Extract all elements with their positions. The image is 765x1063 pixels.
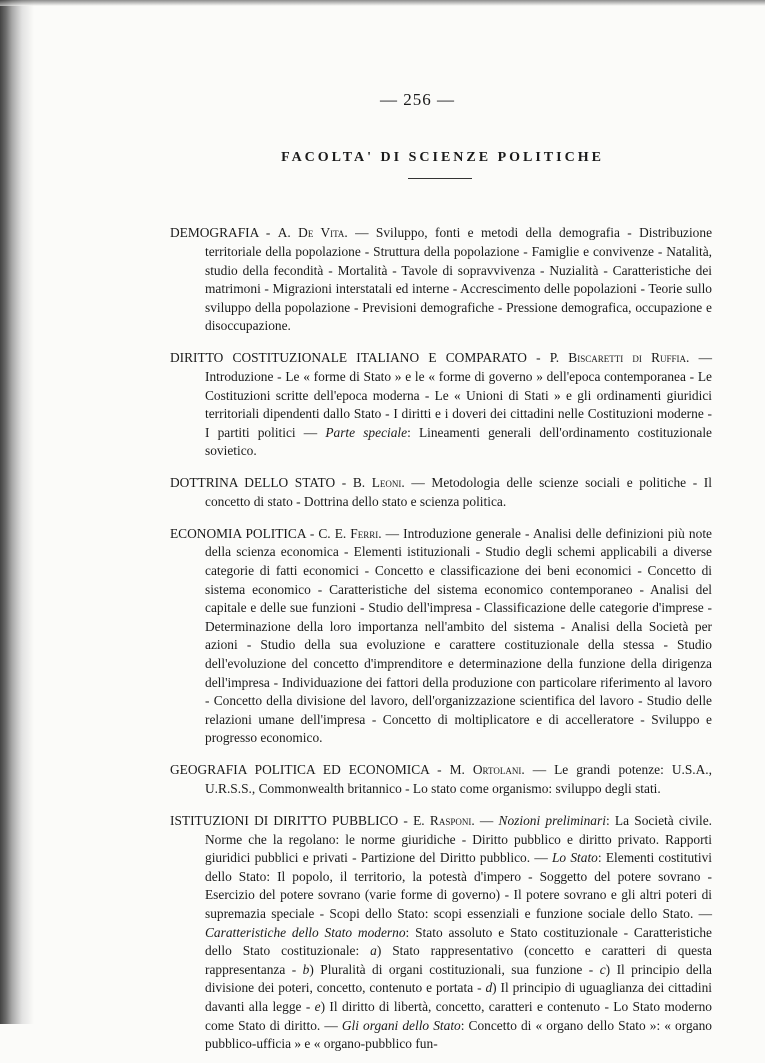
course-description: ) Stato rappresentativo (concetto e caratteri di questa rappresentanza - [205, 943, 713, 977]
course-entry: GEOGRAFIA POLITICA ED ECONOMICA - M. Ortolani. — Le grandi potenze: U.S.A., U.R.S.S., Commonwealth britannico - Lo stato come organismo: sviluppo degli stati. [170, 762, 712, 796]
italic-topic: Gli organi dello Stato [341, 1017, 461, 1033]
course-list [170, 211, 712, 1063]
course-author: P. Biscaretti di Ruffia. [549, 350, 690, 366]
course-entry: ECONOMIA POLITICA - C. E. Ferri. — Introduzione generale - Analisi delle definizioni più note della scienza economica - Elementi istituzionali - Studio degli schemi applicabili a diverse categorie di fatti economici - Concetto e classificazione dei beni economici - Concetto di sistema economico - Caratteristiche del sistema economico contemporaneo - Analisi del capitale e delle sue funzioni - Studio dell'impresa - Classificazione delle categorie d'imprese - Determinazione della loro importanza nell'ambito del sistema - Analisi della Società per azioni - Studio della sua evoluzione e carattere costituzionale della stessa - Studio dell'evoluzione del concetto d'imprenditore e determinazione della funzione della dirigenza dell'impresa - Individuazione dei fattori della produzione con particolare riferimento al lavoro - Concetto della divisione del lavoro, dell'organizzazione scientifica del lavoro - Studio delle relazioni umane dell'impresa - Concetto di moltiplicatore e di accelleratore - Sviluppo e progresso economico. [170, 525, 712, 746]
scan-top-edge [0, 0, 765, 6]
italic-topic: d [485, 980, 493, 996]
title-divider [408, 178, 472, 179]
course-subject: DIRITTO COSTITUZIONALE ITALIANO E COMPARATO [170, 350, 527, 366]
italic-topic: a [370, 943, 377, 959]
italic-topic: Parte speciale [325, 424, 408, 440]
course-description: — Introduzione - Le « forme di Stato » e le « forme di governo » dell'epoca contemporanea - Le Costituzioni scritte dell'epoca moderna - Le « Unioni di Stati » e gli ordinamenti giuridici territoriali dipendenti dallo Stato - I diritti e i doveri dei cittadini nelle Costituzioni moderne - I partiti politici — [205, 350, 712, 440]
italic-topic: c [599, 961, 606, 977]
course-description: : Stato assoluto e Stato costituzionale - Caratteristiche dello Stato costituzionale: [205, 924, 712, 959]
course-entry: ISTITUZIONI DI DIRITTO PUBBLICO - E. Rasponi. — Nozioni preliminari: La Società civile. Norme che la regolano: le norme giuridiche - Diritto pubblico e diritto privato. Rapporti giuridici pubblici e privati - Partizione del Diritto pubblico. — Lo Stato: Elementi costitutivi dello Stato: Il popolo, il territorio, la potestà d'impero - Soggetto del potere sovrano - Esercizio del potere sovrano (varie forme di governo) - Il potere sovrano e gli altri poteri di supremazia speciale - Scopi dello Stato: scopi essenziali e funzione sociale dello Stato. — Caratteristiche dello Stato moderno: Stato assoluto e Stato costituzionale - Caratteristiche dello Stato costituzionale: a) Stato rappresentativo (concetto e caratteri di questa rappresentanza - b) Pluralità di organi costituzionali, sua funzione - c) Il principio della divisione dei poteri, concetto, contenuto e portata - d) Il principio di uguaglianza dei cittadini davanti alla legge - e) Il diritto di libertà, concetto, caratteri e contenuto - Lo Stato moderno come Stato di diritto. — Gli organi dello Stato: Concetto di « organo dello Stato »: « organo pubblico-ufficia » e « organo-pubblico fun- [170, 812, 713, 1052]
course-description: : La Società civile. Norme che la regolano: le norme giuridiche - Diritto pubblico e diritto privato. Rapporti giuridici pubblici e privati - Partizione del Diritto pubblico. — [205, 812, 712, 866]
course-author: M. Ortolani. [449, 762, 525, 778]
course-description: — [474, 812, 499, 828]
course-entry: DEMOGRAFIA - A. De Vita. — Sviluppo, fonti e metodi della demografia - Distribuzione territoriale della popolazione - Struttura della popolazione - Famiglie e convivenze - Natalità, studio della fecondità - Mortalità - Tavole di sopravvivenza - Nuzialità - Caratteristiche dei matrimoni - Migrazioni interstatali ed interne - Accrescimento delle popolazioni - Teorie sullo sviluppo della popolazione - Previsioni demografiche - Pressione demografica, occupazione e disoccupazione. [170, 225, 713, 334]
course-description: : Lineamenti generali dell'ordinamento costituzionale sovietico. [205, 424, 713, 459]
course-description: — Introduzione generale - Analisi delle definizioni più note della scienza economica - Elementi istituzionali - Studio degli schemi applicabili a diverse categorie di fatti economici - Concetto e classificazione dei beni economici - Concetto di sistema economico - Caratteristiche del sistema economico contemporaneo - Analisi del capitale e delle sue funzioni - Studio dell'impresa - Classificazione delle categorie d'imprese - Determinazione della loro importanza nell'ambito del sistema - Analisi della Società per azioni - Studio della sua evoluzione e carattere costituzionale della stessa - Studio dell'evoluzione del concetto d'imprenditore e determinazione della funzione della dirigenza dell'impresa - Individuazione dei fattori della produzione con particolare riferimento al lavoro - Concetto della divisione del lavoro, dell'organizzazione scientifica del lavoro - Studio delle relazioni umane dell'impresa - Concetto di moltiplicatore e di accelleratore - Sviluppo e progresso economico. [205, 525, 712, 746]
course-description: ) Il principio della divisione dei poteri, concetto, contenuto e portata - [205, 961, 712, 996]
course-author: A. De Vita. [277, 225, 348, 241]
italic-topic: Nozioni preliminari [498, 812, 606, 828]
course-entry: DIRITTO COSTITUZIONALE ITALIANO E COMPARATO - P. Biscaretti di Ruffia. — Introduzione - Le « forme di Stato » e le « forme di governo » dell'epoca contemporanea - Le Costituzioni scritte dell'epoca moderna - Le « Unioni di Stati » e gli ordinamenti giuridici territoriali dipendenti dallo Stato - I diritti e i doveri dei cittadini nelle Costituzioni moderne - I partiti politici — Parte speciale: Lineamenti generali dell'ordinamento costituzionale sovietico. [170, 350, 713, 459]
course-subject: DOTTRINA DELLO STATO [170, 475, 336, 491]
course-entry: DOTTRINA DELLO STATO - B. Leoni. — Metodologia delle scienze sociali e politiche - Il concetto di stato - Dottrina dello stato e scienza politica. [170, 475, 712, 509]
course-subject: GEOGRAFIA POLITICA ED ECONOMICA [170, 762, 430, 778]
course-author: B. Leoni. [352, 475, 405, 491]
course-description: ) Il principio di uguaglianza dei cittadini davanti alla legge - [205, 980, 712, 1014]
section-title: FACOLTA' DI SCIENZE POLITICHE [281, 150, 604, 165]
course-author: C. E. Ferri. [318, 525, 382, 541]
course-description: — Le grandi potenze: U.S.A., U.R.S.S., Commonwealth britannico - Lo stato come organismo: sviluppo degli stati. [205, 762, 712, 796]
course-description: : Elementi costitutivi dello Stato: Il popolo, il territorio, la potestà d'impero - Soggetto del potere sovrano - Esercizio del potere sovrano (varie forme di governo) - Il potere sovrano e gli altri poteri di supremazia speciale - Scopi dello Stato: scopi essenziali e funzione sociale dello Stato. — [205, 850, 712, 921]
italic-topic: e [314, 998, 321, 1014]
italic-topic: Caratteristiche dello Stato moderno [205, 924, 406, 940]
course-description: : Concetto di « organo dello Stato »: « organo pubblico-ufficia » e « organo-pubblico fun- [205, 1017, 712, 1052]
course-description: ) Il diritto di libertà, concetto, caratteri e contenuto - Lo Stato moderno come Stato di diritto. — [205, 998, 712, 1033]
course-author: E. Rasponi. [413, 812, 475, 828]
italic-topic: Lo Stato [551, 850, 598, 866]
course-description: — Metodologia delle scienze sociali e politiche - Il concetto di stato - Dottrina dello stato e scienza politica. [205, 475, 712, 509]
course-description: ) Pluralità di organi costituzionali, sua funzione - [309, 961, 600, 977]
course-subject: ECONOMIA POLITICA [170, 525, 306, 541]
course-subject: ISTITUZIONI DI DIRITTO PUBBLICO [170, 812, 399, 828]
page-number: — 256 — [380, 90, 455, 109]
italic-topic: b [302, 961, 310, 977]
course-description: — Sviluppo, fonti e metodi della demografia - Distribuzione territoriale della popolazione - Struttura della popolazione - Famiglie e convivenze - Natalità, studio della fecondità - Mortalità - Tavole di sopravvivenza - Nuzialità - Caratteristiche dei matrimoni - Migrazioni interstatali ed interne - Accrescimento delle popolazioni - Teorie sullo sviluppo della popolazione - Previsioni demografiche - Pressione demografica, occupazione e disoccupazione. [205, 225, 713, 334]
course-subject: DEMOGRAFIA [170, 225, 259, 241]
